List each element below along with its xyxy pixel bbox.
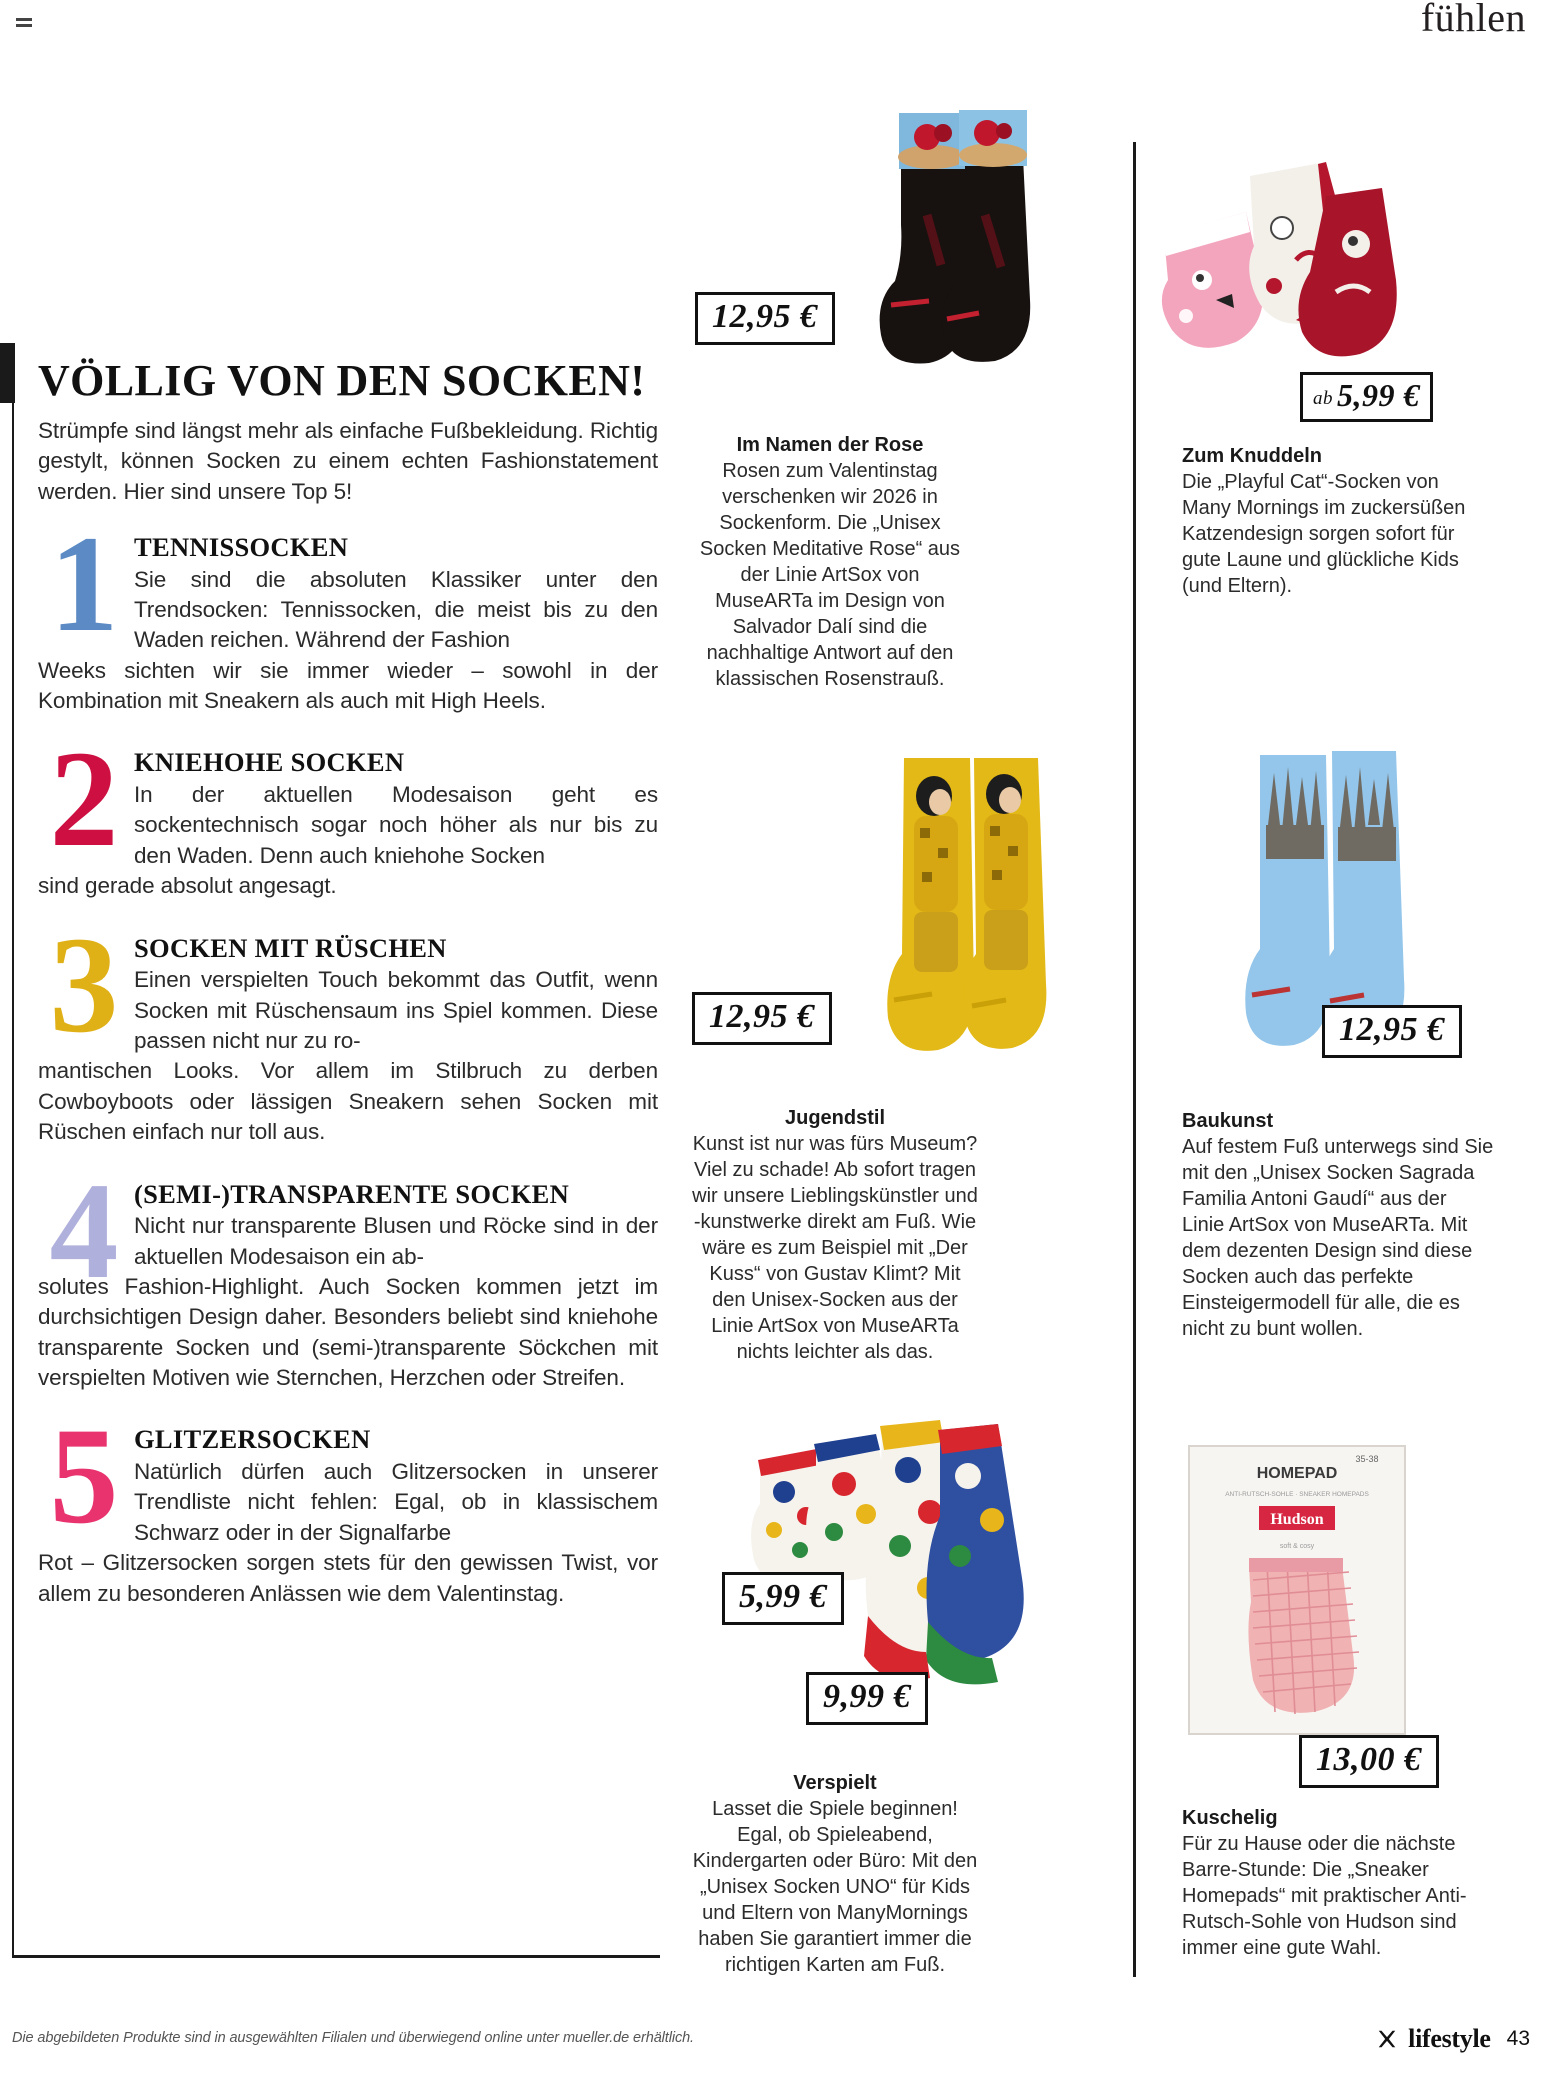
running-head-title: fühlen bbox=[1420, 0, 1526, 40]
product-text-cat: Die „Playful Cat“-Socken von Many Mornings im zuckersüßen Katzendesign sorgen sofort für gute Laune und glückliche Kids (und Eltern). bbox=[1182, 471, 1466, 597]
tip-number-5: 5 bbox=[49, 1399, 119, 1553]
product-caption-cat bbox=[1182, 443, 1490, 599]
tip-title-3: SOCKEN MIT RÜSCHEN bbox=[134, 932, 447, 963]
tip-text-full-1: Weeks sichten wir sie immer wieder – sowohl in der Kombination mit Sneakern als auch mit High Heels. bbox=[38, 657, 658, 714]
product-caption-homepad bbox=[1182, 1805, 1494, 1961]
tip-number-3: 3 bbox=[49, 907, 119, 1061]
footer-note: Die abgebildeten Produkte sind in ausgewählten Filialen und überwiegend online unter mueller.de erhältlich. bbox=[12, 2030, 694, 2046]
svg-text:Hudson: Hudson bbox=[1270, 1511, 1324, 1528]
product-title-homepad: Kuschelig bbox=[1182, 1807, 1278, 1829]
tip-title-4: (SEMI-)TRANSPARENTE SOCKEN bbox=[134, 1178, 570, 1209]
product-caption-rose bbox=[690, 432, 970, 692]
tip-number-4: 4 bbox=[49, 1153, 119, 1307]
tip-item-2 bbox=[38, 722, 658, 901]
price-badge-gaudi bbox=[1322, 1005, 1462, 1058]
section-tab bbox=[0, 343, 15, 403]
product-text-homepad: Für zu Hause oder die nächste Barre-Stunde: Die „Sneaker Homepads“ mit praktischer Anti-Rutsch-Sohle von Hudson sind immer eine gute Wahl. bbox=[1182, 1833, 1467, 1959]
price-value-rose: 12,95 € bbox=[712, 298, 818, 335]
tip-text-full-4: solutes Fashion-Highlight. Auch Socken kommen jetzt im durchsichtigen Design daher. Besonders beliebt sind kniehohe transparente Socken und (semi-)transparente Söckchen mit verspielten Motiven wie Sternchen, Herzchen oder Streifen. bbox=[38, 1273, 658, 1391]
tip-text-indent-4: Nicht nur transparente Blusen und Röcke sind in der aktuellen Modesaison ein ab- bbox=[134, 1213, 658, 1269]
article-intro: Strümpfe sind längst mehr als einfache Fußbekleidung. Richtig gestylt, können Socken zu einem echten Fashionstatement werden. Hier sind unsere Top 5! bbox=[38, 417, 658, 504]
price-prefix-cat: ab bbox=[1313, 388, 1333, 409]
product-title-klimt: Jugendstil bbox=[784, 1107, 885, 1129]
price-value-homepad: 13,00 € bbox=[1316, 1741, 1422, 1778]
tip-item-4 bbox=[38, 1153, 658, 1394]
product-title-cat: Zum Knuddeln bbox=[1182, 445, 1322, 467]
tip-item-1 bbox=[38, 506, 658, 717]
tip-text-full-3: mantischen Looks. Vor allem im Stilbruch zu derben Cowboyboots oder lässigen Sneakern sehen Socken mit Rüschen einfach nur toll aus. bbox=[38, 1058, 658, 1145]
page-title: VÖLLIG VON DEN SOCKEN! bbox=[38, 356, 646, 405]
price-badge-klimt bbox=[692, 992, 832, 1045]
price-value-uno-kids: 5,99 € bbox=[739, 1578, 827, 1615]
price-badge-cat bbox=[1300, 372, 1433, 422]
price-badge-uno-kids bbox=[722, 1572, 844, 1625]
price-badge-homepad bbox=[1299, 1735, 1439, 1788]
mueller-logo-icon bbox=[1376, 2028, 1398, 2050]
product-text-klimt: Kunst ist nur was fürs Museum? Viel zu schade! Ab sofort tragen wir unsere Lieblingskünstler und -kunstwerke direkt am Fuß. Wie wäre es zum Beispiel mit „Der Kuss“ von Gustav Klimt? Mit den Unisex-Socken aus der Linie ArtSox von MuseARTa nichts leichter als das. bbox=[692, 1133, 978, 1363]
svg-text:HOMEPAD: HOMEPAD bbox=[1256, 1465, 1338, 1482]
price-value-klimt: 12,95 € bbox=[709, 998, 815, 1035]
product-text-uno: Lasset die Spiele beginnen! Egal, ob Spieleabend, Kindergarten oder Büro: Mit den „Unisex Socken UNO“ für Kids und Eltern von ManyMornings haben Sie garantiert immer die richtigen Karten am Fuß. bbox=[692, 1798, 978, 1976]
tip-number-1: 1 bbox=[49, 506, 119, 660]
tip-title-5: GLITZERSOCKEN bbox=[134, 1424, 371, 1455]
crop-mark-icon bbox=[16, 18, 32, 29]
price-value-gaudi: 12,95 € bbox=[1339, 1011, 1445, 1048]
product-caption-gaudi bbox=[1182, 1108, 1494, 1342]
tip-title-1: TENNISSOCKEN bbox=[134, 531, 349, 562]
tip-text-indent-5: Natürlich dürfen auch Glitzersocken in unserer Trendliste nicht fehlen: Egal, ob in klassischem Schwarz oder in der Signalfarbe bbox=[134, 1459, 658, 1545]
product-photo-klimt bbox=[880, 750, 1080, 1080]
product-title-rose: Im Namen der Rose bbox=[736, 434, 924, 456]
tip-title-2: KNIEHOHE SOCKEN bbox=[134, 747, 405, 778]
product-photo-homepad bbox=[1183, 1440, 1411, 1740]
bottom-rule bbox=[12, 1955, 660, 1958]
product-text-rose: Rosen zum Valentinstag verschenken wir 2026 in Sockenform. Die „Unisex Socken Meditative Rose“ aus der Linie ArtSox von MuseARTa im Design von Salvador Dalí sind die nachhaltige Antwort auf den klassischen Rosenstrauß. bbox=[699, 460, 961, 690]
price-value-cat: 5,99 € bbox=[1337, 377, 1420, 413]
tip-text-full-2: sind gerade absolut angesagt. bbox=[38, 873, 337, 899]
product-title-uno: Verspielt bbox=[793, 1772, 877, 1794]
price-value-uno-adults: 9,99 € bbox=[823, 1678, 911, 1715]
running-head bbox=[0, 0, 1550, 48]
tip-text-indent-2: In der aktuellen Modesaison geht es sockentechnisch sogar noch höher als nur bis zu den Waden. Denn auch kniehohe Socken bbox=[134, 782, 658, 868]
tip-number-2: 2 bbox=[49, 722, 119, 876]
page-number: 43 bbox=[1506, 2027, 1530, 2050]
svg-text:soft & cosy: soft & cosy bbox=[1279, 1543, 1315, 1550]
product-caption-uno bbox=[690, 1770, 980, 1978]
brand-mark bbox=[1376, 2024, 1530, 2054]
svg-text:35-38: 35-38 bbox=[1355, 1454, 1379, 1464]
tip-text-indent-1: Sie sind die absoluten Klassiker unter den Trendsocken: Tennissocken, die meist bis zu den Waden reichen. Während der Fashion bbox=[134, 566, 658, 653]
article-column bbox=[38, 358, 658, 1641]
tip-text-full-5: Rot – Glitzersocken sorgen stets für den gewissen Twist, vor allem zu besonderen Anlässen wie dem Valentinstag. bbox=[38, 1550, 658, 1606]
tip-item-3 bbox=[38, 907, 658, 1148]
product-caption-klimt bbox=[690, 1105, 980, 1365]
brand-name: lifestyle bbox=[1408, 2024, 1491, 2053]
tip-text-indent-3: Einen verspielten Touch bekommt das Outfit, wenn Socken mit Rüschensaum ins Spiel kommen. Diese passen nicht nur zu ro- bbox=[134, 967, 658, 1054]
left-vertical-rule bbox=[12, 403, 14, 1957]
product-title-gaudi: Baukunst bbox=[1182, 1110, 1274, 1132]
column-divider bbox=[1133, 142, 1136, 1977]
tip-item-5 bbox=[38, 1399, 658, 1609]
product-photo-rose bbox=[855, 105, 1085, 415]
price-badge-rose bbox=[695, 292, 835, 345]
product-text-gaudi: Auf festem Fuß unterwegs sind Sie mit den „Unisex Socken Sagrada Familia Antoni Gaudí“ aus der Linie ArtSox von MuseARTa. Mit dem dezenten Design sind diese Socken auch das perfekte Einsteigermodell für alle, die es nicht zu bunt wollen. bbox=[1182, 1136, 1494, 1340]
price-badge-uno-adults bbox=[806, 1672, 928, 1725]
svg-text:ANTI-RUTSCH-SOHLE · SNEAKER HO: ANTI-RUTSCH-SOHLE · SNEAKER HOMEPADS bbox=[1225, 1491, 1369, 1498]
